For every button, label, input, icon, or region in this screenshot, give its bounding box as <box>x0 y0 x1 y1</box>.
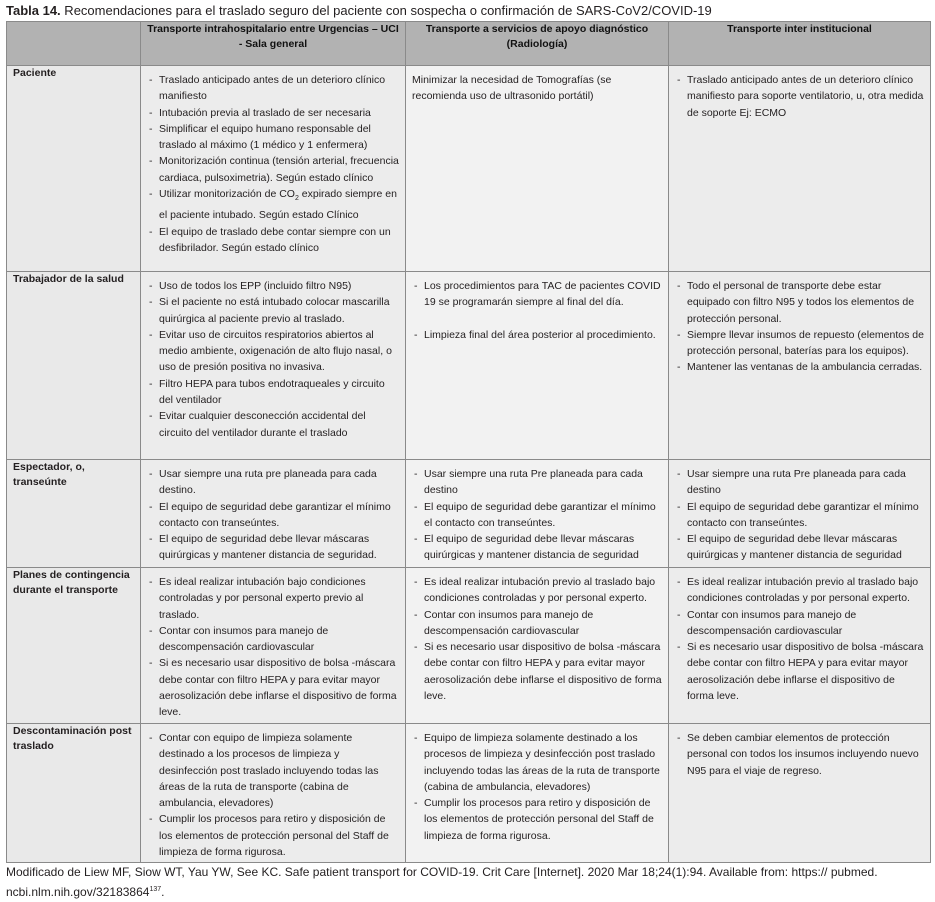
table-row <box>7 460 931 568</box>
list-item: - El equipo de seguridad debe garantizar el mínimo el contacto con transeúntes. <box>414 500 656 529</box>
table-row <box>7 568 931 724</box>
list-item: - Cumplir los procesos para retiro y disposición de los elementos de protección personal del Staff de limpieza de forma rigurosa. <box>149 813 389 859</box>
list-item: - Cumplir los procesos para retiro y disposición de los elementos de protección personal del Staff de limpieza de forma rigurosa. <box>414 797 654 842</box>
list-item: - Contar con insumos para manejo de descompensación cardiovascular <box>677 608 857 637</box>
list-item: - Monitorización continua (tensión arterial, frecuencia cardiaca, pulsoximetria). Según estado clínico <box>149 155 399 184</box>
list-item: - Utilizar monitorización de $CO_2$ expirado siempre en el paciente intubado. Según estado Clínico <box>149 188 397 222</box>
list-item: - Evitar uso de circuitos respiratorios abiertos al medio ambiente, oxigenación de alto flujo nasal, o uso de presión positiva no invasiva. <box>149 328 392 374</box>
row-label: Espectador, o, transeúnte <box>7 460 141 568</box>
cell-diagnostic <box>406 66 669 272</box>
list-item: - Traslado anticipado antes de un deterioro clínico manifiesto para soporte ventilatorio, u, otra medida de soporte Ej: ECMO <box>677 74 924 119</box>
source-reference: 137 <box>149 886 162 893</box>
row-label: Paciente <box>7 66 141 272</box>
cell-diagnostic <box>406 724 669 863</box>
cell-intrahospital <box>141 272 406 460</box>
cell-intrahospital <box>141 724 406 863</box>
list-item: - Si es necesario usar dispositivo de bolsa -máscara debe contar con filtro HEPA y para evitar mayor aerosolización debe inflarse el dispositivo de forma leve. <box>414 641 662 703</box>
row-label: Trabajador de la salud <box>7 272 141 460</box>
list-item: - El equipo de seguridad debe llevar máscaras quirúrgicas y mantener distancia de seguridad. <box>149 533 377 562</box>
list-item: - Si es necesario usar dispositivo de bolsa -máscara debe contar con filtro HEPA y para evitar mayor aerosolización debe inflarse el dispositivo de forma leve. <box>149 657 397 719</box>
list-item: - El equipo de seguridad debe garantizar el mínimo contacto con transeúntes. <box>149 500 391 529</box>
cell-diagnostic <box>406 460 669 568</box>
source-text: Modificado de Liew MF, Siow WT, Yau YW, See KC. Safe patient transport for COVID-19. Crit Care [Internet]. 2020 Mar 18;24(1):94. Available from: https:// pubmed. ncbi.nlm.nih.gov/32183864 <box>6 865 878 899</box>
list-item: - El equipo de traslado debe contar siempre con un desfibrilador. Según estado clínico <box>149 225 391 255</box>
cell-text: Minimizar la necesidad de Tomografías (se recomienda uso de ultrasonido portátil) <box>412 74 612 103</box>
caption-text: Recomendaciones para el traslado seguro del paciente con sospecha o confirmación de SARS-CoV2/COVID-19 <box>60 3 712 18</box>
list-item: - Si el paciente no está intubado colocar mascarilla quirúrgica al paciente previo al traslado. <box>149 296 390 325</box>
list-item: - El equipo de seguridad debe garantizar el mínimo contacto con transeúntes. <box>677 500 919 529</box>
list-item: - Todo el personal de transporte debe estar equipado con filtro N95 y todos los elementos de protección personal. <box>677 280 915 325</box>
row-label: Planes de contingencia durante el transporte <box>7 568 141 724</box>
source-note <box>6 864 926 901</box>
caption-label: Tabla 14. <box>6 3 61 18</box>
header-diagnostic: Transporte a servicios de apoyo diagnóstico (Radiología) <box>406 22 669 66</box>
list-item: - Intubación previa al traslado de ser necesaria <box>149 106 371 119</box>
header-interinstitutional: Transporte inter institucional <box>669 22 931 66</box>
list-item: - Contar con insumos para manejo de descompensación cardiovascular <box>414 608 594 637</box>
table-caption <box>6 3 712 19</box>
cell-interinstitutional <box>669 66 931 272</box>
header-intrahospital: Transporte intrahospitalario entre Urgencias – UCI - Sala general <box>141 22 406 66</box>
table-row <box>7 66 931 272</box>
cell-interinstitutional <box>669 568 931 724</box>
list-item: - Uso de todos los EPP (incluido filtro N95) <box>149 280 352 292</box>
recommendations-table <box>6 21 931 863</box>
list-item: - Es ideal realizar intubación previo al traslado bajo condiciones controladas y por personal experto. <box>414 576 656 605</box>
row-label: Descontaminación post traslado <box>7 724 141 863</box>
list-item: - Traslado anticipado antes de un deterioro clínico manifiesto <box>149 74 386 103</box>
list-item: - Siempre llevar insumos de repuesto (elementos de protección personal, baterías para los equipos). <box>677 328 924 358</box>
cell-interinstitutional <box>669 272 931 460</box>
list-item: - El equipo de seguridad debe llevar máscaras quirúrgicas y mantener distancia de seguridad <box>414 533 639 562</box>
cell-intrahospital <box>141 66 406 272</box>
list-item: - Simplificar el equipo humano responsable del traslado al máximo (1 médico y 1 enfermera) <box>149 122 371 152</box>
list-item: - Usar siempre una ruta Pre planeada para cada destino <box>677 468 906 497</box>
list-item: - Evitar cualquier desconección accidental del circuito del ventilador durante el traslado <box>149 410 366 439</box>
list-item: - Filtro HEPA para tubos endotraqueales y circuito del ventilador <box>149 377 385 407</box>
list-item: - El equipo de seguridad debe llevar máscaras quirúrgicas y mantener distancia de seguridad <box>677 533 902 562</box>
list-item: - Los procedimientos para TAC de pacientes COVID 19 se programarán siempre al final del día. <box>414 280 661 309</box>
list-item: - Usar siempre una ruta pre planeada para cada destino. <box>149 468 377 497</box>
source-end: . <box>161 885 165 899</box>
list-item: - Es ideal realizar intubación bajo condiciones controladas y por personal experto previo al traslado. <box>149 576 366 621</box>
cell-interinstitutional <box>669 460 931 568</box>
list-item: - Es ideal realizar intubación previo al traslado bajo condiciones controladas y por personal experto. <box>677 576 919 605</box>
cell-intrahospital <box>141 460 406 568</box>
cell-interinstitutional <box>669 724 931 863</box>
list-item: - Usar siempre una ruta Pre planeada para cada destino <box>414 468 643 497</box>
cell-diagnostic <box>406 568 669 724</box>
header-row <box>7 22 931 66</box>
header-empty <box>7 22 141 66</box>
table-row <box>7 272 931 460</box>
list-item: - Contar con equipo de limpieza solamente destinado a los procesos de limpieza y desinfección post traslado incluyendo todas las áreas de la ruta de transporte (cabina de ambulancia, elevadores) <box>149 732 379 810</box>
list-item: - Equipo de limpieza solamente destinado a los procesos de limpieza y desinfección post traslado incluyendo todas las áreas de la ruta de transporte (cabina de ambulancia, elevadores) <box>414 732 660 793</box>
list-item: - Contar con insumos para manejo de descompensación cardiovascular <box>149 624 329 654</box>
list-item: - Mantener las ventanas de la ambulancia cerradas. <box>677 361 923 374</box>
table-row <box>7 724 931 863</box>
list-item: - Se deben cambiar elementos de protección personal con todos los insumos incluyendo nuevo N95 para el viaje de regreso. <box>677 732 919 777</box>
list-item: - Limpieza final del área posterior al procedimiento. <box>414 328 656 341</box>
list-item: - Si es necesario usar dispositivo de bolsa -máscara debe contar con filtro HEPA y para evitar mayor aerosolización debe inflarse el dispositivo de forma leve. <box>677 641 924 703</box>
cell-diagnostic <box>406 272 669 460</box>
cell-intrahospital <box>141 568 406 724</box>
